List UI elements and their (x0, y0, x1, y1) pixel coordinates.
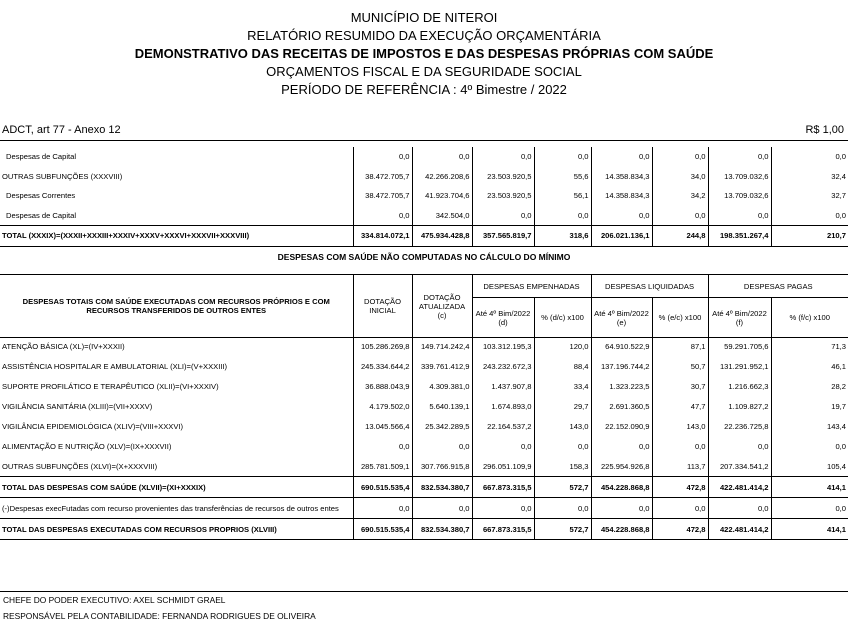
row-label: TOTAL DAS DESPESAS COM SAÚDE (XLVII)=(XI+XXXIX) (0, 477, 353, 498)
row-value: 0,0 (534, 498, 591, 519)
total-proprios-row (0, 519, 848, 540)
row-value: 105.286.269,8 (353, 336, 412, 356)
row-value: 0,0 (534, 206, 591, 226)
row-value: 210,7 (771, 226, 848, 247)
ate-bim-e-header (591, 298, 652, 338)
legal-reference: ADCT, art 77 - Anexo 12 (2, 124, 121, 136)
row-value: 342.504,0 (412, 206, 472, 226)
header-divider (0, 140, 848, 141)
row-value: 0,0 (708, 436, 771, 456)
main-column-header: DESPESAS TOTAIS COM SAÚDE EXECUTADAS COM RECURSOS PRÓPRIOS E COM RECURSOS TRANSFERIDOS DE OUTROS ENTES (0, 275, 353, 338)
column-header-table (0, 274, 848, 338)
row-value: 59.291.705,6 (708, 336, 771, 356)
row-value: 113,7 (652, 456, 708, 477)
footer-divider (0, 591, 848, 592)
row-value: 0,0 (591, 206, 652, 226)
reference-period: PERÍODO DE REFERÊNCIA : 4º Bimestre / 2022 (281, 82, 567, 97)
row-value: 13.045.566,4 (353, 416, 412, 436)
row-label: ATENÇÃO BÁSICA (XL)=(IV+XXXII) (0, 336, 353, 356)
row-value: 454.228.868,8 (591, 477, 652, 498)
empenhadas-header: DESPESAS EMPENHADAS (472, 275, 591, 298)
row-value: 0,0 (591, 498, 652, 519)
ate-bim-d-sub: (d) (498, 317, 508, 327)
row-value: 143,0 (534, 416, 591, 436)
row-value: 1.216.662,3 (708, 376, 771, 396)
row-value: 0,0 (652, 436, 708, 456)
row-value: 0,0 (353, 147, 412, 167)
row-value: 14.358.834,3 (591, 186, 652, 206)
row-label: ALIMENTAÇÃO E NUTRIÇÃO (XLV)=(IX+XXXVII) (0, 436, 353, 456)
row-value: 50,7 (652, 356, 708, 376)
row-value: 14.358.834,3 (591, 167, 652, 187)
table-row (0, 376, 848, 396)
row-value: 0,0 (353, 436, 412, 456)
row-value: 105,4 (826, 461, 846, 471)
accounting-responsible: RESPONSÁVEL PELA CONTABILIDADE: FERNANDA RODRIGUES DE OLIVEIRA (3, 611, 316, 621)
row-value: 0,0 (591, 436, 652, 456)
row-value: 0,0 (472, 498, 534, 519)
row-value: 41.923.704,6 (412, 186, 472, 206)
row-value: 0,0 (412, 498, 472, 519)
row-value: 285.781.509,1 (353, 456, 412, 477)
row-value: 13.709.032,6 (708, 186, 771, 206)
top-row (0, 167, 848, 187)
municipality-title: MUNICÍPIO DE NITEROI (350, 10, 498, 25)
row-value: 422.481.414,2 (708, 519, 771, 540)
row-value: 2.691.360,5 (591, 396, 652, 416)
row-label: TOTAL DAS DESPESAS EXECUTADAS COM RECURSOS PROPRIOS (XLVIII) (0, 519, 353, 540)
top-section-table (0, 147, 848, 247)
row-value: 0,0 (591, 147, 652, 167)
row-value: 0,0 (835, 210, 846, 220)
deducao-row (0, 498, 848, 519)
row-value: 32,7 (831, 191, 846, 201)
row-value: 4.179.502,0 (353, 396, 412, 416)
row-value: 422.481.414,2 (708, 477, 771, 498)
report-header (0, 0, 848, 99)
row-value: 0,0 (412, 147, 472, 167)
row-value: 23.503.920,5 (472, 167, 534, 187)
row-value: 454.228.868,8 (591, 519, 652, 540)
row-value: 0,0 (412, 436, 472, 456)
ate-bim-e-sub: (e) (616, 317, 627, 327)
row-value: 22.236.725,8 (708, 416, 771, 436)
budget-scope: ORÇAMENTOS FISCAL E DA SEGURIDADE SOCIAL (266, 64, 582, 79)
row-value: 158,3 (534, 456, 591, 477)
pct-e-header: % (e/c) x100 (652, 298, 708, 338)
row-label: ASSISTÊNCIA HOSPITALAR E AMBULATORIAL (XLI)=(V+XXXIII) (0, 356, 353, 376)
total-saude-row (0, 477, 848, 498)
row-label: Despesas de Capital (0, 206, 353, 226)
row-value: 198.351.267,4 (708, 226, 771, 247)
reference-row (2, 124, 844, 136)
row-value: 0,0 (534, 436, 591, 456)
row-value: 667.873.315,5 (472, 477, 534, 498)
row-value: 30,7 (652, 376, 708, 396)
row-value: 0,0 (708, 147, 771, 167)
row-value: 414,1 (771, 477, 848, 498)
executive-chief: CHEFE DO PODER EXECUTIVO: AXEL SCHMIDT GRAEL (3, 595, 226, 605)
row-value: 25.342.289,5 (412, 416, 472, 436)
row-label: (-)Despesas execFutadas com recurso provenientes das transferências de recursos de outros entes (0, 498, 353, 519)
table-row (0, 456, 848, 477)
row-value: 71,3 (831, 341, 846, 351)
row-value: 149.714.242,4 (412, 336, 472, 356)
pct-f-header: % (f/c) x100 (771, 298, 848, 338)
row-value: 1.437.907,8 (472, 376, 534, 396)
statement-title: DEMONSTRATIVO DAS RECEITAS DE IMPOSTOS E DAS DESPESAS PRÓPRIAS COM SAÚDE (134, 46, 714, 61)
row-value: 29,7 (534, 396, 591, 416)
row-value: 64.910.522,9 (591, 336, 652, 356)
row-value: 318,6 (534, 226, 591, 247)
pagas-header: DESPESAS PAGAS (708, 275, 848, 298)
table-row (0, 336, 848, 356)
row-value: 137.196.744,2 (591, 356, 652, 376)
row-value: 22.164.537,2 (472, 416, 534, 436)
row-value: 225.954.926,8 (591, 456, 652, 477)
row-value: 357.565.819,7 (472, 226, 534, 247)
row-value: 334.814.072,1 (353, 226, 412, 247)
row-value: 36.888.043,9 (353, 376, 412, 396)
row-value: 13.709.032,6 (708, 167, 771, 187)
row-value: 42.266.208,6 (412, 167, 472, 187)
main-section-table (0, 336, 848, 540)
row-value: 0,0 (353, 206, 412, 226)
row-label: VIGILÂNCIA EPIDEMIOLÓGICA (XLIV)=(VIII+XXXVI) (0, 416, 353, 436)
row-value: 47,7 (652, 396, 708, 416)
row-value: 0,0 (472, 206, 534, 226)
row-value: 1.323.223,5 (591, 376, 652, 396)
row-value: 0,0 (708, 498, 771, 519)
ate-bim-f-label: Até 4º Bim/2022 (712, 308, 767, 318)
liquidadas-header: DESPESAS LIQUIDADAS (591, 275, 708, 298)
row-value: 339.761.412,9 (412, 356, 472, 376)
row-value: 832.534.380,7 (412, 477, 472, 498)
row-value: 23.503.920,5 (472, 186, 534, 206)
row-value: 34,2 (652, 186, 708, 206)
row-value: 56,1 (534, 186, 591, 206)
ate-bim-e-label: Até 4º Bim/2022 (594, 308, 649, 318)
row-value: 0,0 (652, 498, 708, 519)
top-row (0, 206, 848, 226)
row-value: 22.152.090,9 (591, 416, 652, 436)
row-label: OUTRAS SUBFUNÇÕES (XLVI)=(X+XXXVIII) (0, 456, 353, 477)
row-value: 4.309.381,0 (412, 376, 472, 396)
row-value: 414,1 (771, 519, 848, 540)
table-row (0, 396, 848, 416)
row-value: 143,4 (826, 421, 846, 431)
row-value: 103.312.195,3 (472, 336, 534, 356)
row-value: 131.291.952,1 (708, 356, 771, 376)
dotacao-atualizada-sub: (c) (437, 310, 447, 320)
row-value: 472,8 (652, 477, 708, 498)
row-value: 207.334.541,2 (708, 456, 771, 477)
row-value: 307.766.915,8 (412, 456, 472, 477)
row-value: 87,1 (652, 336, 708, 356)
table-row (0, 436, 848, 456)
row-value: 1.109.827,2 (708, 396, 771, 416)
row-value: 5.640.139,1 (412, 396, 472, 416)
row-value: 34,0 (652, 167, 708, 187)
currency-unit: R$ 1,00 (805, 124, 844, 136)
row-value: 0,0 (472, 147, 534, 167)
row-value: 0,0 (835, 152, 846, 162)
row-value: 690.515.535,4 (353, 477, 412, 498)
row-value: 690.515.535,4 (353, 519, 412, 540)
report-title: RELATÓRIO RESUMIDO DA EXECUÇÃO ORÇAMENTÁRIA (247, 28, 601, 43)
dotacao-atualizada-header (412, 275, 472, 338)
pct-d-header: % (d/c) x100 (534, 298, 591, 338)
row-value: 0,0 (835, 441, 846, 451)
row-value: 28,2 (831, 381, 846, 391)
ate-bim-d-header (472, 298, 534, 338)
row-label: TOTAL (XXXIX)=(XXXII+XXXIII+XXXIV+XXXV+XXXVI+XXXVII+XXXVIII) (0, 226, 353, 247)
dotacao-inicial-header: DOTAÇÃO INICIAL (353, 275, 412, 338)
row-value: 206.021.136,1 (591, 226, 652, 247)
table-row (0, 356, 848, 376)
ate-bim-d-label: Até 4º Bim/2022 (475, 308, 531, 318)
row-label: Despesas Correntes (0, 186, 353, 206)
row-value: 32,4 (831, 171, 846, 181)
section-title: DESPESAS COM SAÚDE NÃO COMPUTADAS NO CÁLCULO DO MÍNIMO (277, 252, 571, 262)
row-value: 572,7 (534, 477, 591, 498)
row-label: OUTRAS SUBFUNÇÕES (XXXVIII) (0, 167, 353, 187)
row-value: 475.934.428,8 (412, 226, 472, 247)
row-value: 572,7 (534, 519, 591, 540)
row-label: SUPORTE PROFILÁTICO E TERAPÊUTICO (XLII)=(VI+XXXIV) (0, 376, 353, 396)
row-value: 46,1 (831, 361, 846, 371)
row-value: 0,0 (708, 206, 771, 226)
row-value: 0,0 (472, 436, 534, 456)
row-label: Despesas de Capital (0, 147, 353, 167)
row-value: 143,0 (652, 416, 708, 436)
row-value: 243.232.672,3 (472, 356, 534, 376)
row-value: 296.051.109,9 (472, 456, 534, 477)
dotacao-atualizada-label: DOTAÇÃO ATUALIZADA (418, 292, 466, 311)
table-row (0, 416, 848, 436)
row-value: 33,4 (534, 376, 591, 396)
row-value: 120,0 (534, 336, 591, 356)
row-value: 55,6 (534, 167, 591, 187)
top-total-row (0, 226, 848, 247)
row-value: 1.674.893,0 (472, 396, 534, 416)
row-value: 0,0 (353, 498, 412, 519)
row-value: 667.873.315,5 (472, 519, 534, 540)
row-value: 0,0 (652, 206, 708, 226)
row-label: VIGILÂNCIA SANITÁRIA (XLIII)=(VII+XXXV) (0, 396, 353, 416)
ate-bim-f-header (708, 298, 771, 338)
row-value: 245.334.644,2 (353, 356, 412, 376)
row-value: 244,8 (652, 226, 708, 247)
row-value: 38.472.705,7 (353, 186, 412, 206)
ate-bim-f-sub: (f) (735, 317, 744, 327)
row-value: 472,8 (652, 519, 708, 540)
top-row (0, 147, 848, 167)
row-value: 0,0 (835, 503, 846, 513)
row-value: 19,7 (831, 401, 846, 411)
row-value: 0,0 (652, 147, 708, 167)
row-value: 832.534.380,7 (412, 519, 472, 540)
row-value: 88,4 (534, 356, 591, 376)
top-row (0, 186, 848, 206)
row-value: 0,0 (534, 147, 591, 167)
row-value: 38.472.705,7 (353, 167, 412, 187)
